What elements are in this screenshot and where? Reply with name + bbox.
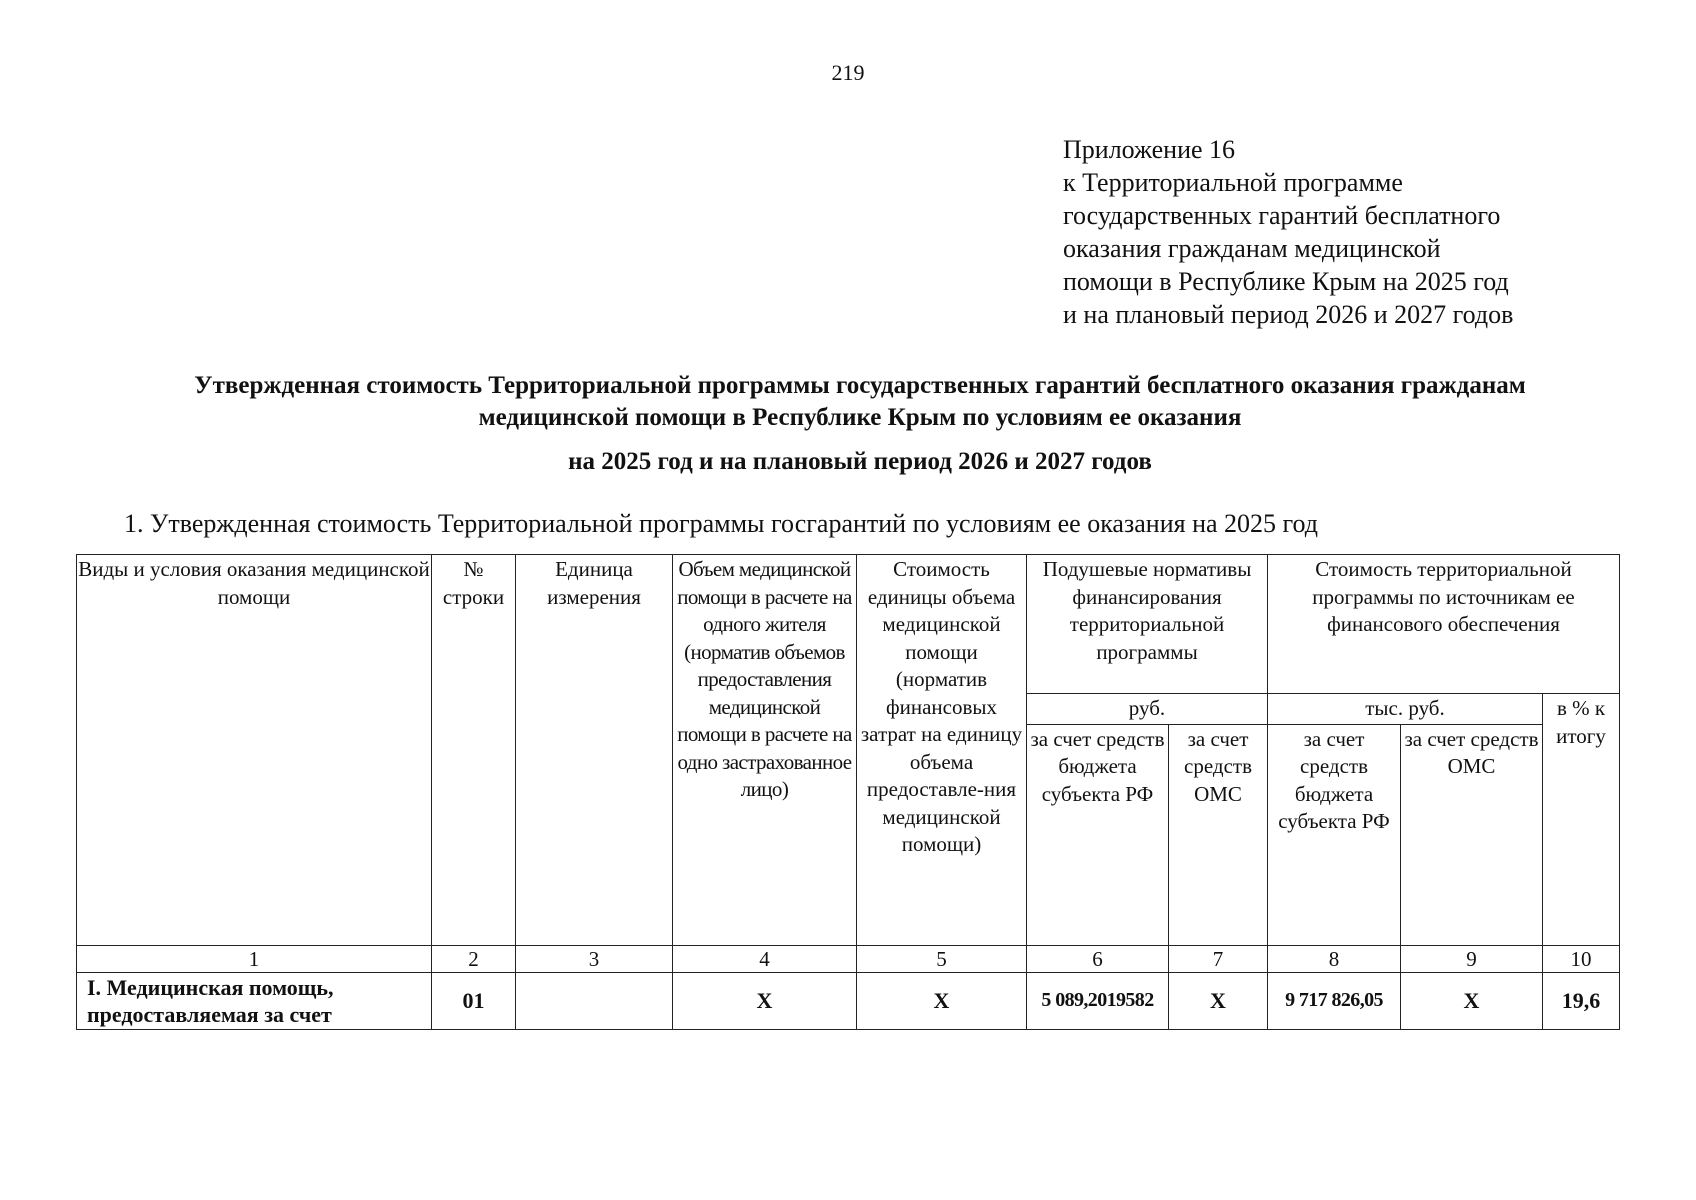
header-thousand-rub: тыс. руб. [1268,694,1543,725]
header-program-cost: Стоимость территориальной программы по источникам ее финансового обеспечения [1268,555,1620,694]
appendix-line: Приложение 16 [1063,135,1236,164]
header-volume: Объем медицинской помощи в расчете на одного жителя (норматив объемов предоставления медицинской помощи в расчете на одно застрахованное лицо) [673,555,857,946]
header-types: Виды и условия оказания медицинской помощи [77,555,432,946]
header-oms-rub: за счет средств ОМС [1169,724,1268,945]
column-number: 9 [1401,945,1543,972]
header-oms-thousand: за счет средств ОМС [1401,724,1543,945]
row-program-budget: 9 717 826,05 [1268,972,1401,1029]
header-row-number: № строки [432,555,516,946]
row-percent: 19,6 [1543,972,1620,1029]
column-number: 5 [857,945,1027,972]
appendix-line: к Территориальной программе [1063,168,1403,197]
row-unit [516,972,673,1029]
table-row [77,972,1620,1029]
appendix-line: помощи в Республике Крым на 2025 год [1063,267,1509,296]
header-percent: в % к итогу [1543,694,1620,946]
column-number: 1 [77,945,432,972]
column-number: 3 [516,945,673,972]
header-unit: Единица измерения [516,555,673,946]
title-line-2: медицинской помощи в Республике Крым по условиям ее оказания [478,404,1242,431]
row-volume: X [673,972,857,1029]
column-number: 8 [1268,945,1401,972]
header-budget-rub: за счет средств бюджета субъекта РФ [1027,724,1169,945]
column-number: 4 [673,945,857,972]
header-unit-cost: Стоимость единицы объема медицинской помощи (норматив финансовых затрат на единицу объема предоставле-ния медицинской помощи) [857,555,1027,946]
column-number: 7 [1169,945,1268,972]
row-per-capita-budget: 5 089,2019582 [1027,972,1169,1029]
column-number: 10 [1543,945,1620,972]
appendix-line: оказания гражданам медицинской [1063,234,1441,263]
header-budget-thousand: за счет средств бюджета субъекта РФ [1268,724,1401,945]
row-number: 01 [432,972,516,1029]
title-line-3: на 2025 год и на плановый период 2026 и 2027 годов [568,448,1152,475]
page-number: 219 [831,60,865,85]
column-number: 2 [432,945,516,972]
document-title [60,370,1660,478]
section-heading: 1. Утвержденная стоимость Территориальной программы госгарантий по условиям ее оказания на 2025 год [124,509,1319,538]
appendix-note [1063,133,1623,331]
row-program-oms: X [1401,972,1543,1029]
title-line-1: Утвержденная стоимость Территориальной программы государственных гарантий бесплатного оказания гражданам [194,372,1526,399]
row-unit-cost: X [857,972,1027,1029]
row-per-capita-oms: X [1169,972,1268,1029]
row-name: I. Медицинская помощь, предоставляемая за счет [77,972,432,1029]
header-rub: руб. [1027,694,1268,725]
appendix-line: государственных гарантий бесплатного [1063,201,1501,230]
appendix-line: и на плановый период 2026 и 2027 годов [1063,300,1514,329]
header-per-capita: Подушевые нормативы финансирования территориальной программы [1027,555,1268,694]
cost-table [76,554,1620,1030]
column-number: 6 [1027,945,1169,972]
